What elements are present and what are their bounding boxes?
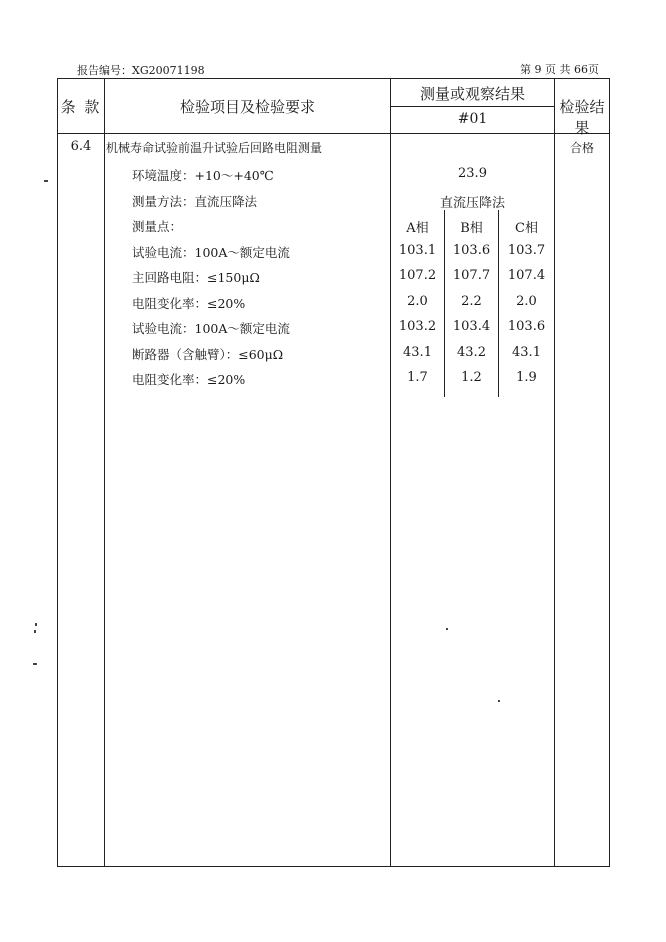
row-merged-value: 23.9 bbox=[458, 166, 487, 181]
phase-a-value: 1.7 bbox=[407, 370, 428, 385]
page-suffix: 页 bbox=[588, 63, 599, 76]
scan-speck bbox=[35, 623, 37, 626]
phase-c-value: 2.0 bbox=[516, 294, 537, 309]
report-number-value: XG20071198 bbox=[132, 64, 205, 77]
table-bottom-border bbox=[57, 866, 610, 867]
result-header: 检验结果 bbox=[559, 98, 605, 137]
item-header: 检验项目及检验要求 bbox=[179, 98, 315, 116]
page-number: 9 bbox=[534, 63, 542, 76]
report-number bbox=[77, 62, 205, 78]
section-title: 机械寿命试验前温升试验后回路电阻测量 bbox=[106, 141, 323, 155]
phase-c-value: C相 bbox=[515, 221, 538, 236]
clause-column-divider bbox=[104, 78, 105, 867]
row-label: 试验电流：100A～额定电流 bbox=[132, 321, 290, 336]
phase-a-value: 107.2 bbox=[398, 268, 437, 283]
row-label: 断路器（含触臂）：≤60μΩ bbox=[132, 347, 284, 362]
page-indicator bbox=[520, 61, 599, 77]
phase-b-value: 2.2 bbox=[461, 294, 482, 309]
measure-column-divider bbox=[554, 78, 555, 867]
phase-b-value: 103.4 bbox=[452, 319, 491, 334]
row-merged-value: 直流压降法 bbox=[439, 196, 505, 211]
section-result: 合格 bbox=[569, 141, 594, 155]
measure-header: 测量或观察结果 bbox=[419, 85, 525, 103]
row-label: 主回路电阻：≤150μΩ bbox=[132, 270, 260, 285]
phase-b-value: 43.2 bbox=[457, 345, 486, 360]
row-label: 试验电流：100A～额定电流 bbox=[132, 245, 290, 260]
clause-header: 条 款 bbox=[60, 98, 102, 116]
measure-sub-border bbox=[390, 106, 555, 107]
row-label: 电阻变化率：≤20% bbox=[132, 372, 246, 387]
phase-a-value: 103.1 bbox=[398, 243, 437, 258]
phase-a-value: 43.1 bbox=[403, 345, 432, 360]
table-top-border bbox=[57, 78, 610, 79]
table-left-border bbox=[57, 78, 58, 867]
phase-a-value: A相 bbox=[406, 221, 429, 236]
scan-speck bbox=[498, 700, 500, 702]
phase-a-value: 2.0 bbox=[407, 294, 428, 309]
phase-b-value: 103.6 bbox=[452, 243, 491, 258]
phase-a-value: 103.2 bbox=[398, 319, 437, 334]
scan-speck bbox=[44, 180, 48, 182]
phase-b-value: 1.2 bbox=[461, 370, 482, 385]
phase-b-value: B相 bbox=[460, 221, 483, 236]
page-total: 66 bbox=[574, 63, 588, 76]
table-header-bottom-border bbox=[57, 133, 610, 134]
phase-c-value: 1.9 bbox=[516, 370, 537, 385]
section-clause: 6.4 bbox=[70, 139, 92, 154]
page-mid: 页 共 bbox=[545, 63, 571, 76]
phase-c-value: 103.6 bbox=[507, 319, 546, 334]
phase-b-value: 107.7 bbox=[452, 268, 491, 283]
table-right-border bbox=[609, 78, 610, 867]
page-prefix: 第 bbox=[520, 63, 531, 76]
phase-c-value: 107.4 bbox=[507, 268, 546, 283]
report-number-label: 报告编号： bbox=[77, 64, 132, 77]
sample-header: #01 bbox=[457, 111, 488, 127]
scan-speck bbox=[33, 663, 37, 665]
row-label: 环境温度：+10～+40℃ bbox=[132, 168, 274, 183]
row-label: 电阻变化率：≤20% bbox=[132, 296, 246, 311]
scan-speck bbox=[34, 630, 36, 633]
row-label: 测量点： bbox=[132, 219, 183, 234]
scan-speck bbox=[446, 628, 448, 630]
phase-c-value: 103.7 bbox=[507, 243, 546, 258]
phase-c-value: 43.1 bbox=[512, 345, 541, 360]
row-label: 测量方法：直流压降法 bbox=[132, 194, 258, 209]
